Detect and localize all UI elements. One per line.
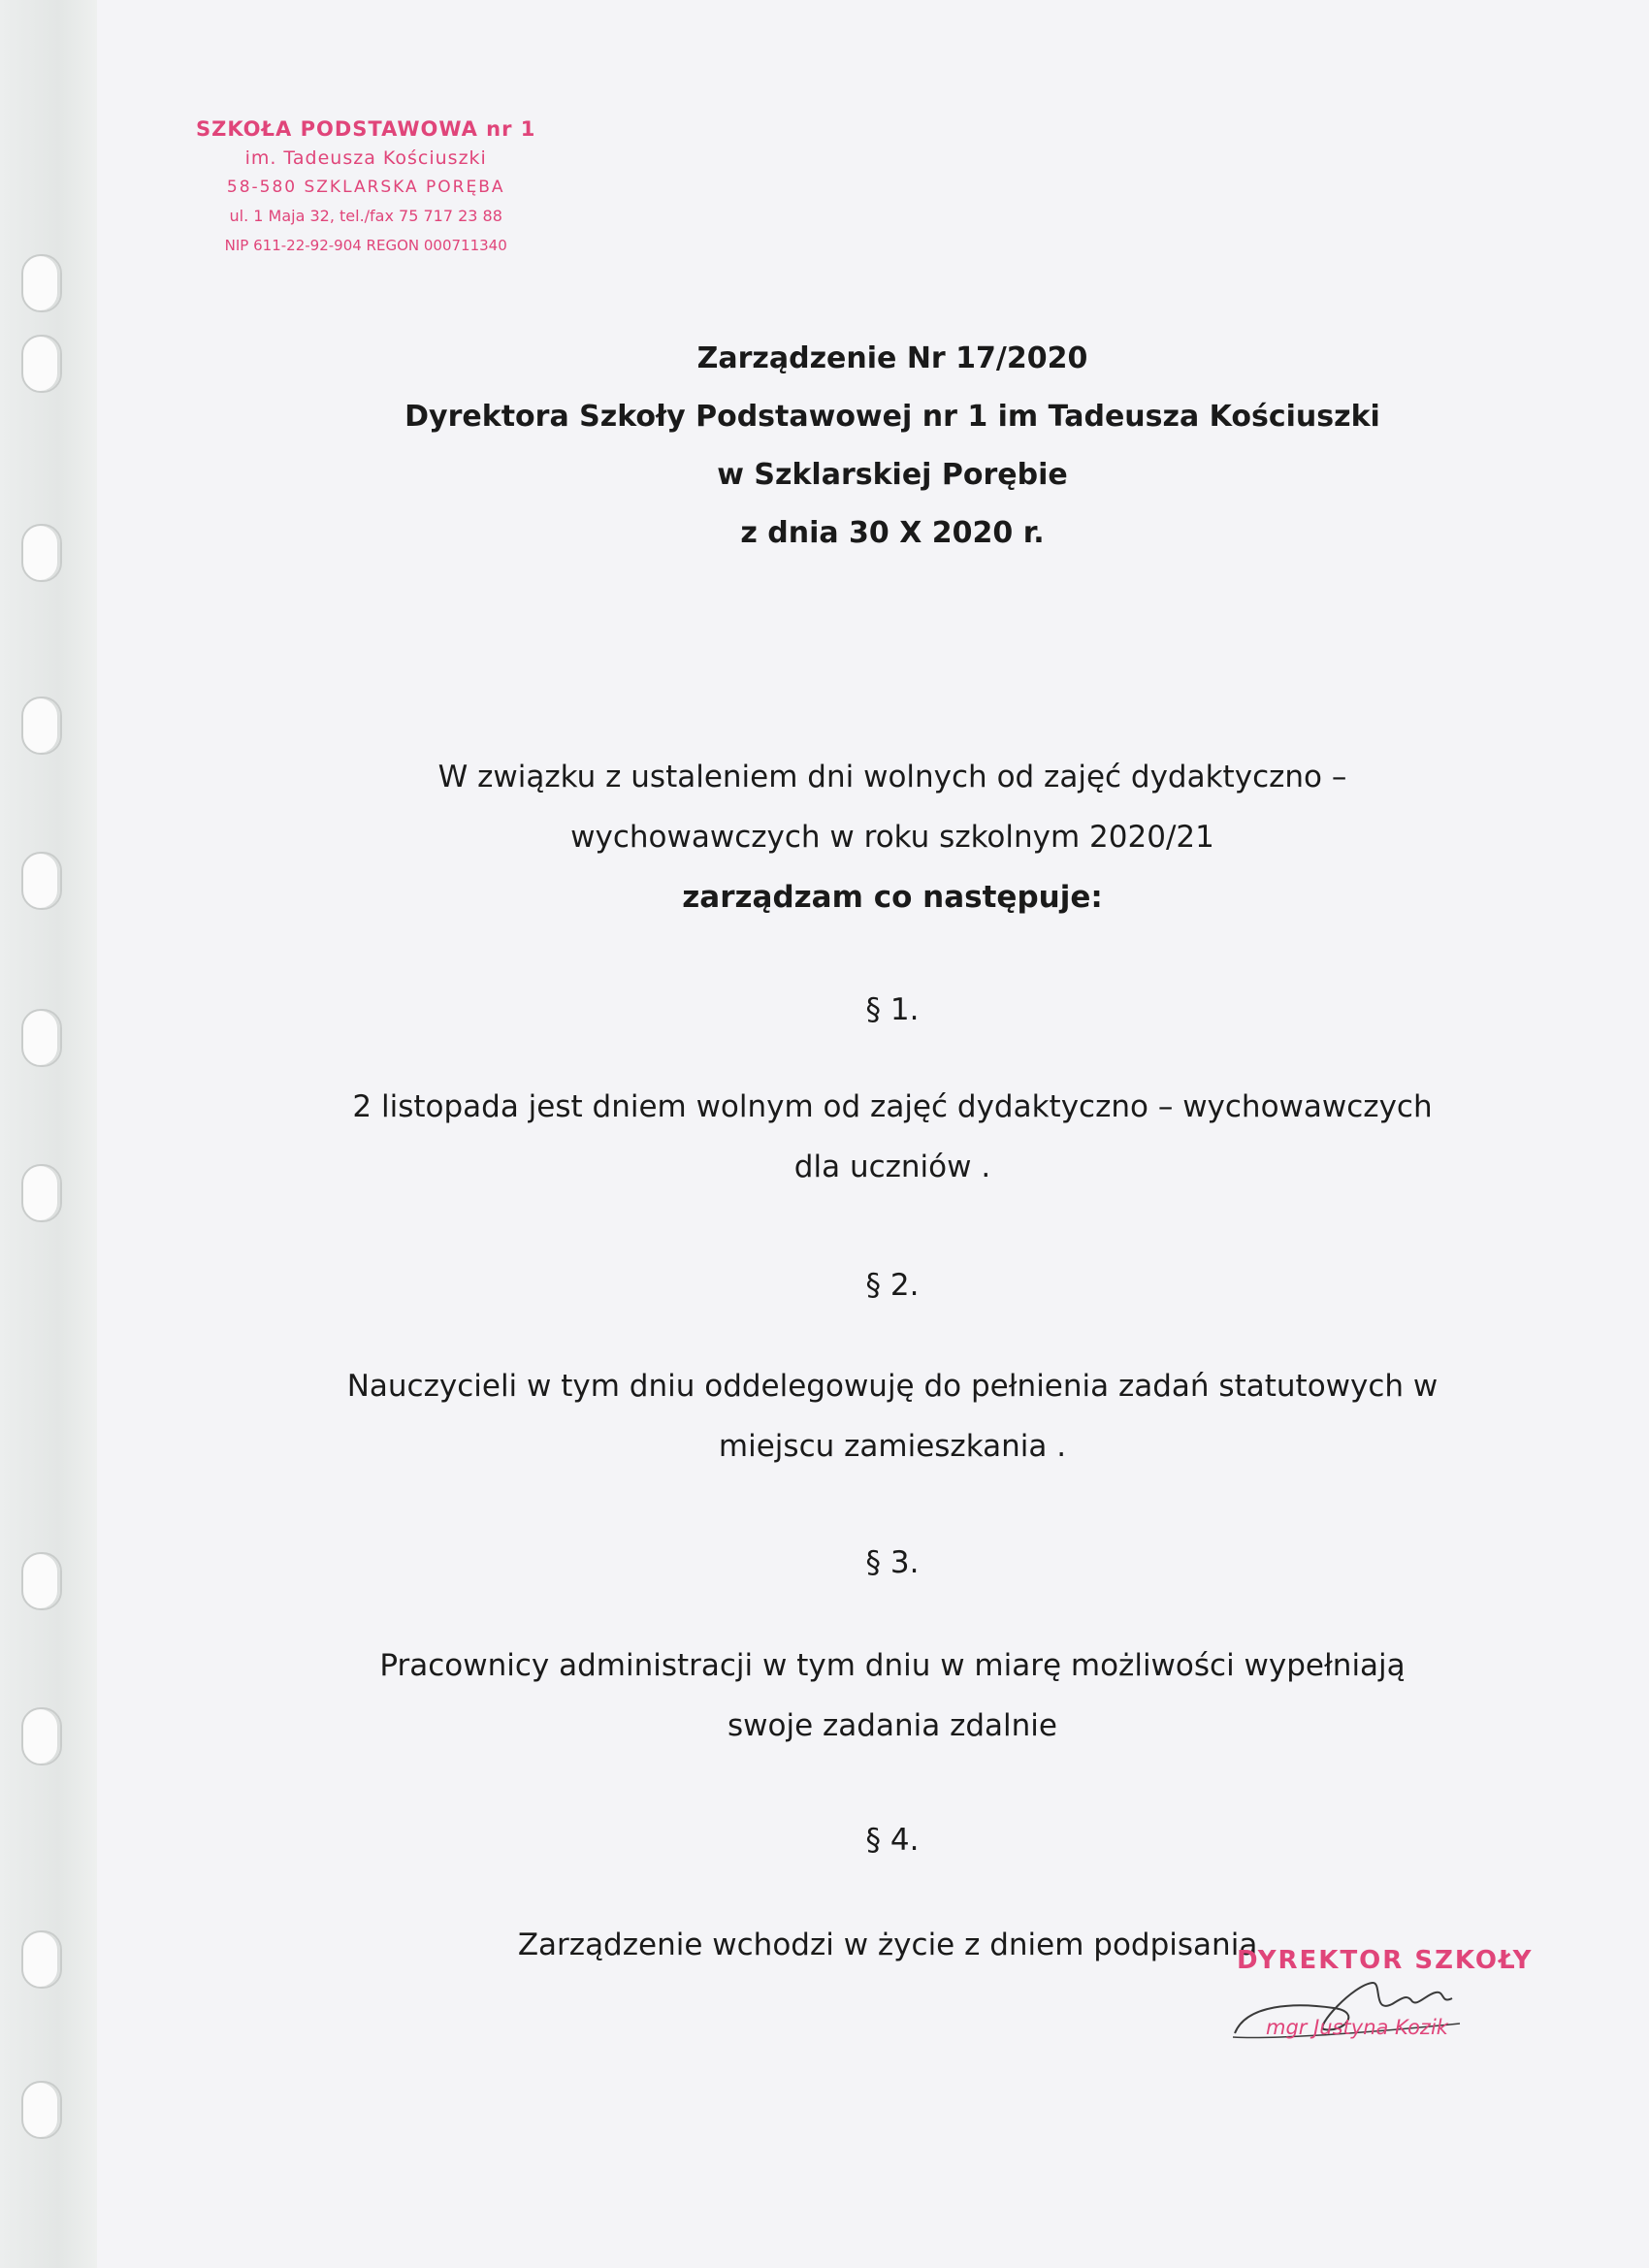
issue-date: z dnia 30 X 2020 r.: [740, 516, 1045, 550]
school-stamp: [196, 114, 535, 260]
section-4-mark: § 4.: [865, 1823, 920, 1858]
punch-hole: [21, 2081, 62, 2139]
intro-line-2: wychowawczych w roku szkolnym 2020/21: [570, 820, 1214, 855]
director-name: mgr Justyna Kozik: [1266, 2016, 1448, 2039]
stamp-patron: im. Tadeusza Kościuszki: [244, 147, 487, 169]
director-signature-stamp: [1237, 1946, 1534, 2062]
stamp-city: 58-580 SZKLARSKA PORĘBA: [226, 178, 505, 197]
stamp-address: ul. 1 Maja 32, tel./fax 75 717 23 88: [229, 207, 502, 225]
section-1-text: [0, 1077, 1649, 1197]
intro-line-1: W związku z ustaleniem dni wolnych od zajęć dydaktyczno –: [437, 760, 1347, 794]
punch-hole: [21, 254, 62, 312]
section-1-line-2: dla uczniów .: [793, 1150, 991, 1184]
section-2-text: [0, 1356, 1649, 1476]
issuer: Dyrektora Szkoły Podstawowej nr 1 im Tadeusza Kościuszki: [404, 400, 1380, 434]
section-1-line-1: 2 listopada jest dniem wolnym od zajęć dydaktyczno – wychowawczych: [352, 1089, 1433, 1124]
document-heading: [0, 330, 1649, 563]
section-1-mark: § 1.: [865, 992, 920, 1027]
stamp-school-name: SZKOŁA PODSTAWOWA nr 1: [196, 117, 536, 141]
punch-hole: [21, 697, 62, 755]
section-2-line-1: Nauczycieli w tym dniu oddelegowuję do pełnienia zadań statutowych w: [346, 1369, 1439, 1404]
section-3-mark: § 3.: [865, 1545, 920, 1580]
issuer-location: w Szklarskiej Porębie: [717, 458, 1068, 492]
section-3-line-2: swoje zadania zdalnie: [728, 1708, 1057, 1743]
director-title: DYREKTOR SZKOŁY: [1237, 1946, 1534, 1975]
section-4-line-1: Zarządzenie wchodzi w życie z dniem podpisania.: [517, 1928, 1268, 1962]
handwritten-signature: [1227, 1965, 1479, 2053]
section-2-mark: § 2.: [865, 1268, 920, 1303]
intro-paragraph: [0, 747, 1649, 927]
order-phrase: zarządzam co następuje:: [682, 880, 1103, 915]
section-3-text: [0, 1636, 1649, 1756]
stamp-ids: NIP 611-22-92-904 REGON 000711340: [224, 237, 507, 254]
section-2-line-2: miejscu zamieszkania .: [718, 1429, 1067, 1464]
order-number: Zarządzenie Nr 17/2020: [696, 341, 1088, 375]
section-3-line-1: Pracownicy administracji w tym dniu w miarę możliwości wypełniają: [379, 1648, 1406, 1683]
